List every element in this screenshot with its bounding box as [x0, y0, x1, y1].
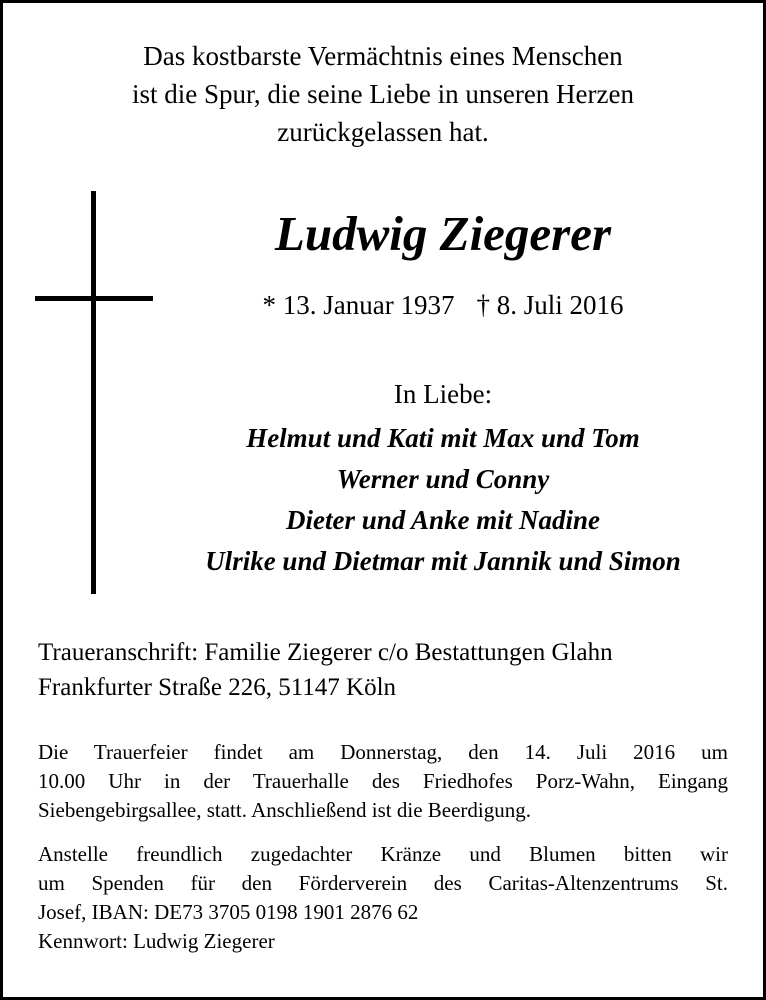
quote-line: ist die Spur, die seine Liebe in unseren Herzen [131, 79, 634, 109]
donation-line: Josef, IBAN: DE73 3705 0198 1901 2876 62 [38, 900, 419, 924]
cross-icon [91, 191, 96, 594]
ceremony-line: 10.00 Uhr in der Trauerhalle des Friedhofes Porz-Wahn, Eingang [38, 769, 728, 793]
mourner-line: Helmut und Kati mit Max und Tom [246, 423, 640, 453]
birth-date: * 13. Januar 1937 [262, 290, 455, 320]
ceremony-line: Die Trauerfeier findet am Donnerstag, den 14. Juli 2016 um [38, 740, 728, 764]
donation-paragraph [38, 840, 728, 956]
ceremony-paragraph [38, 738, 728, 825]
mourner-line: Werner und Conny [336, 464, 550, 494]
life-dates [123, 287, 763, 323]
donation-line: um Spenden für den Förderverein des Caritas-Altenzentrums St. [38, 871, 728, 895]
mourning-address [38, 635, 733, 705]
mourner-line: Ulrike und Dietmar mit Jannik und Simon [205, 546, 681, 576]
donation-line: Kennwort: Ludwig Ziegerer [38, 929, 275, 953]
address-line: Frankfurter Straße 226, 51147 Köln [38, 674, 397, 701]
memorial-quote [3, 37, 763, 151]
address-line: Traueranschrift: Familie Ziegerer c/o Bestattungen Glahn [38, 639, 613, 666]
mourners-list [123, 418, 763, 582]
ceremony-line: Siebengebirgsallee, statt. Anschließend ist die Beerdigung. [38, 798, 532, 822]
mourner-line: Dieter und Anke mit Nadine [285, 505, 601, 535]
mourners-label: In Liebe: [393, 379, 493, 409]
death-date: † 8. Juli 2016 [476, 290, 624, 320]
deceased-name: Ludwig Ziegerer [274, 206, 612, 261]
quote-line: zurückgelassen hat. [277, 117, 489, 147]
quote-line: Das kostbarste Vermächtnis eines Menschen [143, 41, 623, 71]
donation-line: Anstelle freundlich zugedachter Kränze und Blumen bitten wir [38, 842, 728, 866]
